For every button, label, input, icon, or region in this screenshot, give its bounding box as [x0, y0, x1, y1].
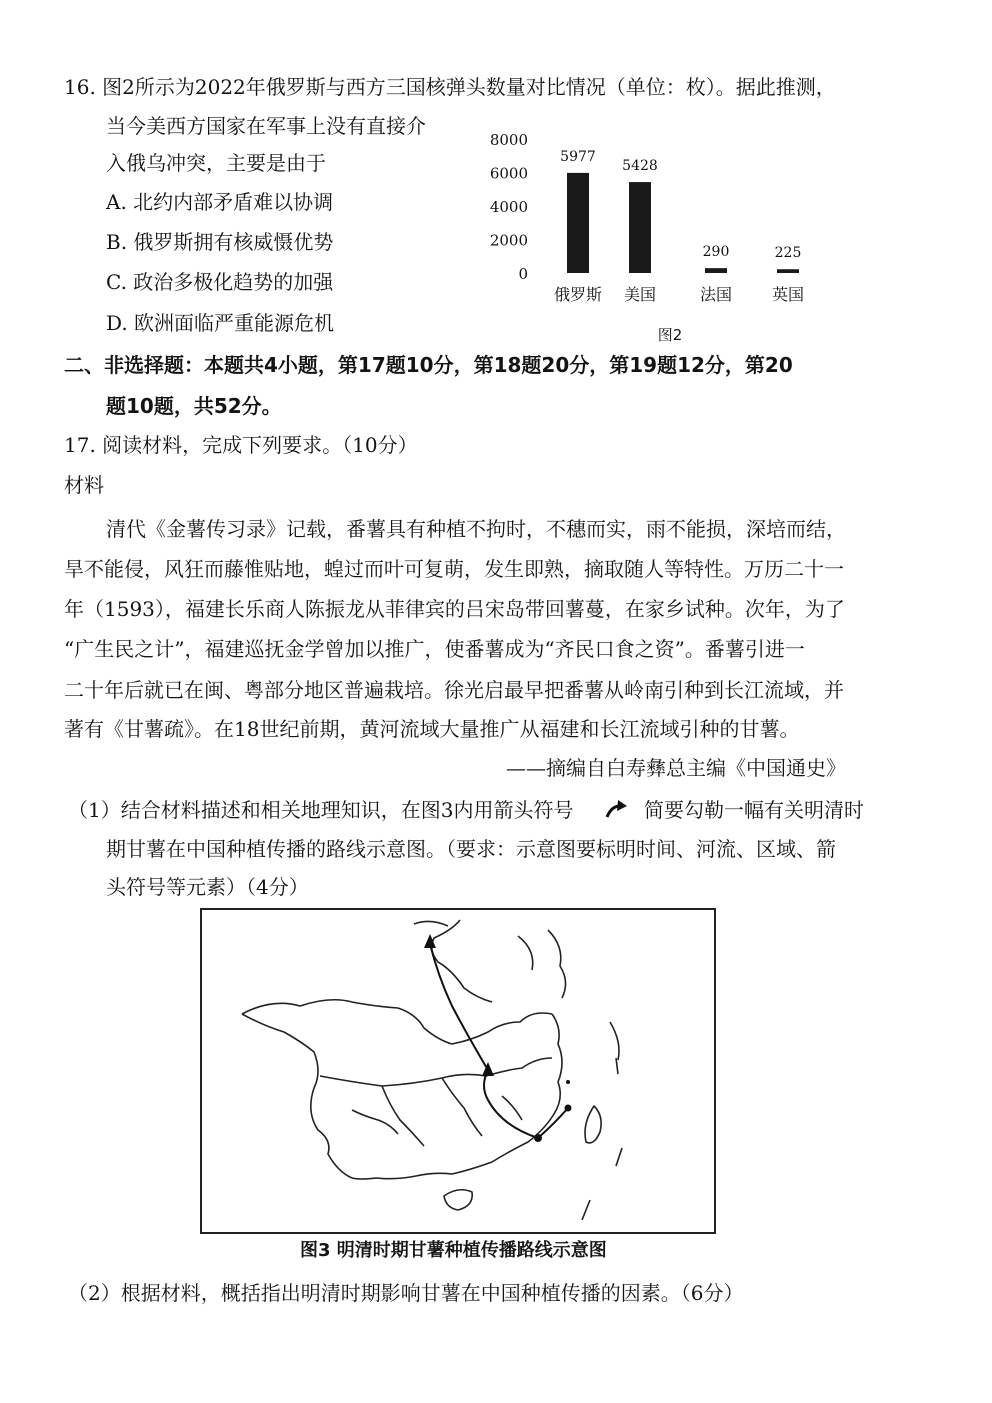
- material-line: 年（1593），福建长乐商人陈振龙从菲律宾的吕宋岛带回薯蔓，在家乡试种。次年，为了: [64, 597, 845, 621]
- china-map-drawing: [202, 910, 714, 1232]
- bar-value-label: 5977: [560, 148, 596, 165]
- map-caption: 图3 明清时期甘薯种植传播路线示意图: [300, 1240, 607, 1261]
- y-tick-label: 2000: [489, 231, 528, 250]
- q17-sub2: （2）根据材料，概括指出明清时期影响甘薯在中国种植传播的因素。（6分）: [68, 1281, 744, 1305]
- material-line: 清代《金薯传习录》记载，番薯具有种植不拘时，不穗而实，雨不能损，深培而结，: [106, 517, 846, 541]
- chart-caption: 图2: [657, 326, 683, 344]
- q17-sub1-line1a: （1）结合材料描述和相关地理知识，在图3内用箭头符号: [68, 798, 574, 822]
- y-tick-label: 8000: [489, 131, 528, 149]
- q17-sub1-line1b: 简要勾勒一幅有关明清时: [644, 798, 864, 822]
- category-label: 俄罗斯: [553, 285, 603, 304]
- q16-option-a: A. 北约内部矛盾难以协调: [106, 190, 334, 214]
- bar: [705, 268, 727, 273]
- y-tick-label: 6000: [489, 164, 528, 183]
- q17-sub1-line2: 期甘薯在中国种植传播的路线示意图。（要求：示意图要标明时间、河流、区域、箭: [106, 837, 836, 861]
- bar-value-label: 290: [702, 244, 730, 261]
- q16-option-d: D. 欧洲面临严重能源危机: [106, 311, 335, 335]
- bar: [777, 269, 799, 273]
- y-tick-label: 0: [518, 265, 528, 283]
- q17-sub1-line3: 头符号等元素）（4分）: [106, 875, 309, 899]
- category-label: 英国: [771, 285, 805, 304]
- material-line: 旱不能侵，风狂而藤惟贴地，蝗过而叶可复萌，发生即熟，摘取随人等特性。万历二十一: [64, 557, 844, 581]
- category-label: 美国: [623, 285, 657, 304]
- q16-option-b: B. 俄罗斯拥有核威慑优势: [106, 230, 334, 254]
- bar: [567, 173, 589, 273]
- q16-stem-line2: 当今美西方国家在军事上没有直接介: [106, 114, 426, 138]
- bar-value-label: 225: [774, 245, 802, 262]
- y-tick-label: 4000: [489, 198, 528, 216]
- material-line: “广生民之计”，福建巡抚金学曾加以推广，使番薯成为“齐民口食之资”。番薯引进一: [64, 637, 805, 661]
- material-label: 材料: [64, 473, 104, 497]
- q17-stem: 17. 阅读材料，完成下列要求。（10分）: [64, 433, 418, 457]
- q16-option-c: C. 政治多极化趋势的加强: [106, 270, 334, 294]
- arrow-symbol-icon: [604, 797, 630, 827]
- material-line: 二十年后就已在闽、粤部分地区普遍栽培。徐光启最早把番薯从岭南引种到长江流域，并: [64, 678, 844, 702]
- nuclear-warhead-bar-chart: [480, 125, 840, 350]
- section2-heading-line1: 二、非选择题：本题共4小题，第17题10分，第18题20分，第19题12分，第20: [64, 353, 793, 377]
- bar-value-label: 5428: [622, 158, 658, 175]
- material-source: ——摘编自白寿彝总主编《中国通史》: [506, 756, 846, 780]
- bar: [629, 182, 651, 273]
- q16-stem-line3: 入俄乌冲突，主要是由于: [106, 151, 326, 175]
- q16-stem-line1: 16. 图2所示为2022年俄罗斯与西方三国核弹头数量对比情况（单位：枚）。据此推测，: [64, 75, 836, 99]
- section2-heading-line2: 题10题，共52分。: [106, 394, 282, 418]
- category-label: 法国: [699, 285, 733, 304]
- material-line: 著有《甘薯疏》。在18世纪前期，黄河流域大量推广从福建和长江流域引种的甘薯。: [64, 717, 800, 741]
- china-map-figure: [200, 908, 716, 1234]
